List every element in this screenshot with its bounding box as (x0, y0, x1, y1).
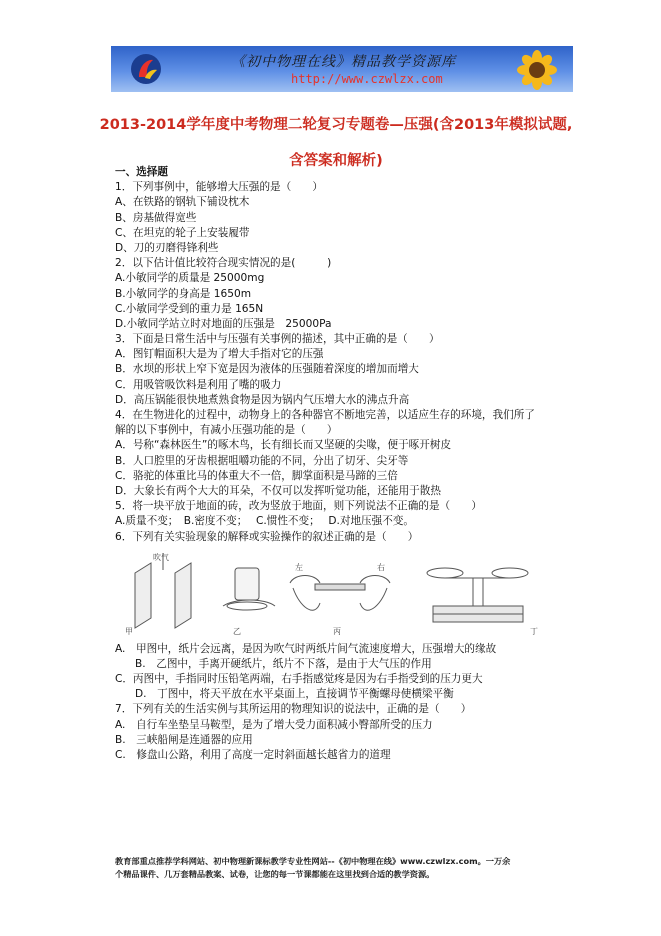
fig-label-right: 右 (377, 562, 385, 572)
q4-option-a: A．号称“森林医生”的啄木鸟，长有细长而又坚硬的尖喙，便于啄开树皮 (115, 439, 452, 452)
q7-option-a: A. 自行车坐垫呈马鞍型，是为了增大受力面积减小臀部所受的压力 (115, 718, 433, 731)
q1-option-a: A、在铁路的钢轨下铺设枕木 (115, 196, 250, 209)
q1-option-b: B、房基做得宽些 (115, 211, 197, 224)
q2-option-d: D.小敏同学站立时对地面的压强是 25000Pa (115, 317, 332, 330)
footer-line-1: 教育部重点推荐学科网站、初中物理新课标教学专业性网站--《初中物理在线》www.czwlzx.com。一万余 (115, 856, 511, 866)
q1-stem: 1．下列事例中，能够增大压强的是（ ） (115, 181, 324, 194)
q6-figure (115, 548, 570, 638)
footer-line-2: 个精品课件、几万套精品教案、试卷，让您的每一节课都能在这里找到合适的教学资源。 (115, 869, 435, 879)
fig-label-bing: 丙 (333, 626, 341, 636)
q6-option-b: B. 乙图中，手离开硬纸片，纸片不下落，是由于大气压的作用 (135, 657, 432, 670)
q3-stem: 3．下面是日常生活中与压强有关事例的描述，其中正确的是（ ） (115, 333, 440, 346)
q3-option-b: B．水坝的形状上窄下宽是因为液体的压强随着深度的增加而增大 (115, 363, 419, 376)
q5-options: A.质量不变； B.密度不变； C.惯性不变； D.对地压强不变。 (115, 515, 415, 528)
q2-option-c: C.小敏同学受到的重力是 165N (115, 302, 264, 315)
fig-label-jia: 甲 (125, 626, 133, 636)
q6-figure-drawing (115, 548, 570, 638)
q4-stem-line1: 4．在生物进化的过程中，动物身上的各种器官不断地完善，以适应生存的环境，我们所了 (115, 409, 535, 421)
q3-option-d: D．高压锅能很快地煮熟食物是因为锅内气压增大水的沸点升高 (115, 393, 410, 406)
q7-option-c: C. 修盘山公路，利用了高度一定时斜面越长越省力的道理 (115, 749, 391, 761)
q7-option-b: B. 三峡船闸是连通器的应用 (115, 733, 253, 746)
site-logo-icon (129, 52, 163, 86)
q4-option-c: C．骆驼的体重比马的体重大不一倍，脚掌面积是马蹄的三倍 (115, 469, 398, 482)
q1-option-c: C、在坦克的轮子上安装履带 (115, 226, 250, 239)
q2-option-a: A.小敏同学的质量是 25000mg (115, 272, 265, 285)
q6-option-a: A. 甲图中，纸片会远离，是因为吹气时两纸片间气流速度增大，压强增大的缘故 (115, 642, 497, 655)
question-list (115, 165, 570, 763)
q3-option-a: A．图钉帽面积大是为了增大手指对它的压强 (115, 348, 324, 361)
q4-option-b: B．人口腔里的牙齿根据咀嚼功能的不同，分出了切牙、尖牙等 (115, 454, 409, 467)
fig-label-blow: 吹气 (153, 552, 169, 562)
page-footer (115, 855, 570, 881)
q4-stem-line2: 解的以下事例中，有减小压强功能的是（ ） (115, 424, 338, 437)
q1-option-d: D、刀的刃磨得锋利些 (115, 241, 219, 254)
fig-label-left: 左 (295, 562, 303, 572)
q7-stem: 7．下列有关的生活实例与其所运用的物理知识的说法中，正确的是（ ） (115, 703, 472, 716)
q6-option-c: C．丙图中，手指同时压铅笔两端，右手指感觉疼是因为右手指受到的压力更大 (115, 673, 483, 686)
q3-option-c: C．用吸管吸饮料是利用了嘴的吸力 (115, 378, 282, 391)
q2-option-b: B.小敏同学的身高是 1650m (115, 287, 252, 300)
section-heading: 一、选择题 (115, 166, 168, 178)
q6-stem: 6．下列有关实验现象的解释或实验操作的叙述正确的是（ ） (115, 530, 419, 543)
banner-url[interactable]: http://www.czwlzx.com (291, 72, 443, 86)
q6-option-d: D. 丁图中，将天平放在水平桌面上，直接调节平衡螺母使横梁平衡 (135, 688, 454, 701)
fig-label-yi: 乙 (233, 626, 241, 636)
q2-stem: 2．以下估计值比较符合现实情况的是( ) (115, 257, 332, 270)
sunflower-icon (507, 50, 567, 90)
banner-title: 《初中物理在线》精品教学资源库 (231, 54, 456, 70)
document-title: 2013-2014学年度中考物理二轮复习专题卷—压强(含2013年模拟试题,含答案和解析) (99, 117, 573, 169)
q4-option-d: D．大象长有两个大大的耳朵，不仅可以发挥听觉功能，还能用于散热 (115, 484, 441, 497)
fig-label-ding: 丁 (530, 626, 538, 636)
header-banner (111, 46, 573, 92)
q5-stem: 5．将一块平放于地面的砖，改为竖放于地面，则下列说法不正确的是（ ） (115, 500, 482, 513)
